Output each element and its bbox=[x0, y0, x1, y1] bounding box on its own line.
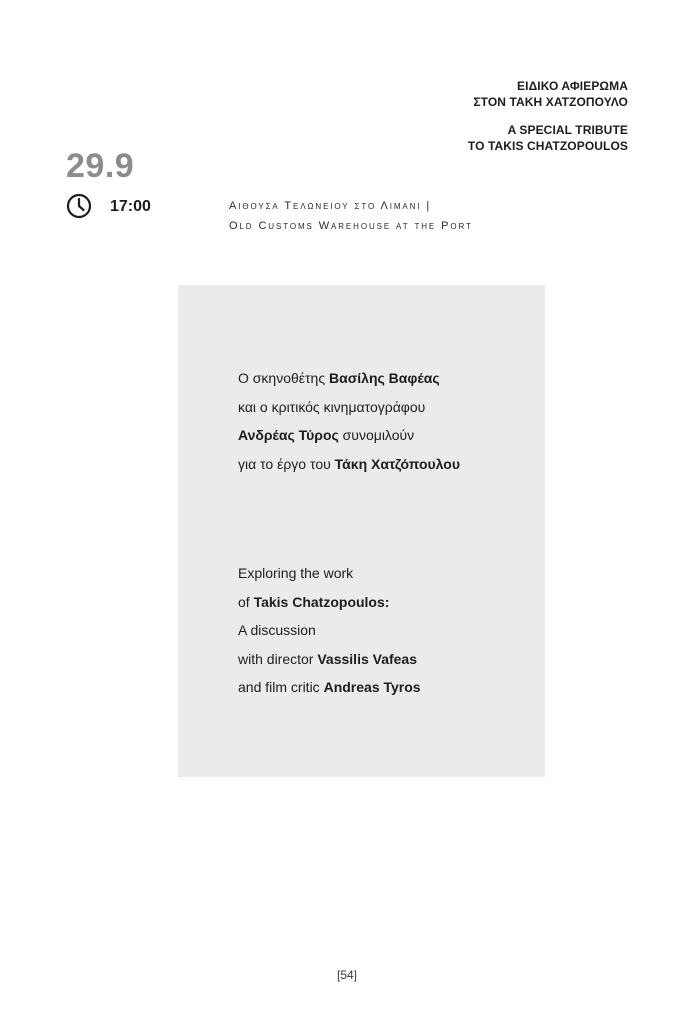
text-span: συνομιλούν bbox=[338, 427, 415, 443]
clock-icon bbox=[66, 193, 92, 219]
description-english-line-4 bbox=[238, 645, 421, 674]
description-panel bbox=[178, 285, 545, 777]
description-english bbox=[238, 559, 421, 702]
tribute-english-line-1: A SPECIAL TRIBUTE bbox=[507, 123, 628, 137]
tribute-greek bbox=[468, 78, 628, 110]
description-greek-line-1 bbox=[238, 364, 460, 393]
tribute-english bbox=[468, 122, 628, 154]
event-date: 29.9 bbox=[66, 147, 135, 185]
honoree-name-english: Takis Chatzopoulos: bbox=[253, 593, 390, 610]
description-greek bbox=[238, 364, 460, 478]
honoree-name-greek: Τάκη Χατζόπουλου bbox=[334, 455, 460, 472]
description-english-line-2 bbox=[238, 588, 421, 617]
text-span: and film critic bbox=[238, 679, 324, 695]
text-span: Ο σκηνοθέτης bbox=[238, 370, 329, 386]
page-number: [54] bbox=[336, 968, 357, 982]
critic-name-english: Andreas Tyros bbox=[323, 679, 421, 695]
text-span: of bbox=[238, 593, 254, 610]
event-venue bbox=[229, 196, 473, 236]
venue-english: Old Customs Warehouse at the Port bbox=[229, 220, 473, 232]
tribute-greek-line-2: ΣΤΟΝ ΤΑΚΗ ΧΑΤΖΟΠΟΥΛΟ bbox=[473, 95, 628, 109]
tribute-greek-line-1: ΕΙΔΙΚΟ ΑΦΙΕΡΩΜΑ bbox=[517, 79, 628, 93]
description-english-line-3: A discussion bbox=[238, 622, 316, 638]
event-time: 17:00 bbox=[110, 198, 151, 215]
description-english-line-1: Exploring the work bbox=[238, 565, 354, 581]
tribute-heading bbox=[468, 78, 628, 154]
text-span: για το έργο του bbox=[238, 455, 335, 472]
text-span: with director bbox=[238, 650, 318, 667]
description-greek-line-2: και ο κριτικός κινηματογράφου bbox=[238, 398, 426, 415]
description-greek-line-3 bbox=[238, 421, 460, 450]
director-name-english: Vassilis Vafeas bbox=[317, 650, 417, 667]
description-greek-line-4 bbox=[238, 450, 460, 479]
venue-greek: Αιθουσα Τελωνειου στο Λιμανι | bbox=[229, 200, 432, 212]
description-english-line-5 bbox=[238, 673, 421, 702]
director-name-greek: Βασίλης Βαφέας bbox=[328, 370, 440, 386]
tribute-english-line-2: TO TAKIS CHATZOPOULOS bbox=[467, 139, 628, 153]
critic-name-greek: Ανδρέας Τύρος bbox=[238, 427, 339, 443]
